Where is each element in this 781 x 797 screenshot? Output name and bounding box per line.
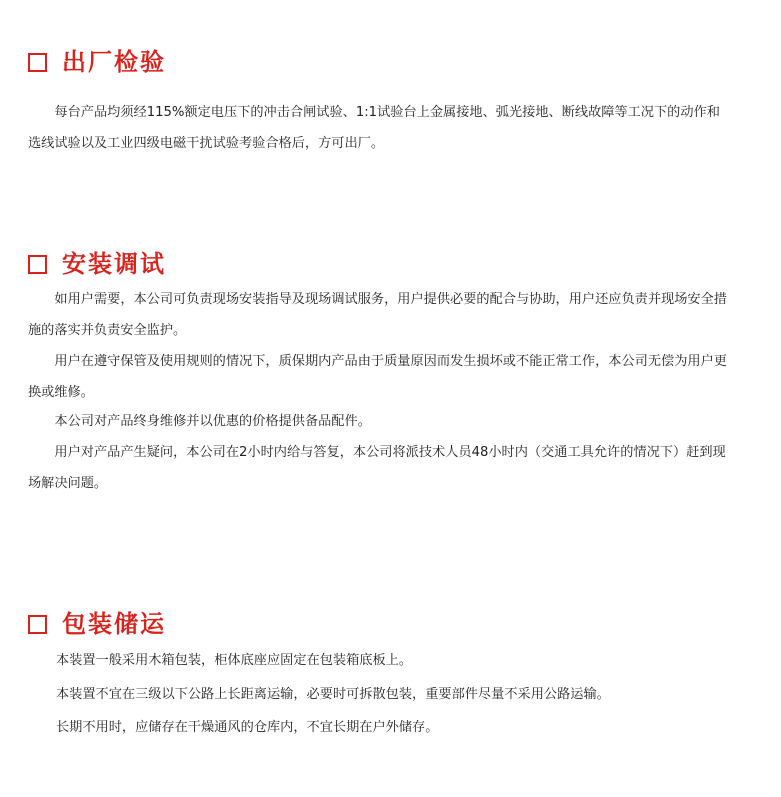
section-heading-inspection — [28, 48, 166, 76]
section-title: 出厂检验 — [62, 48, 166, 76]
paragraph: 用户对产品产生疑问，本公司在2小时内给与答复，本公司将派技术人员48小时内（交通工具允许的情况下）赶到现场解决问题。 — [28, 445, 726, 491]
checkbox-square-icon — [28, 53, 47, 72]
checkbox-square-icon — [28, 255, 47, 274]
paragraph: 用户在遵守保管及使用规则的情况下，质保期内产品由于质量原因而发生损坏或不能正常工作，本公司无偿为用户更换或维修。 — [28, 354, 727, 400]
section-title: 包装储运 — [62, 610, 166, 638]
paragraph: 如用户需要，本公司可负责现场安装指导及现场调试服务，用户提供必要的配合与协助，用户还应负责并现场安全措施的落实并负责安全监护。 — [28, 292, 727, 338]
paragraph: 每台产品均须经115%额定电压下的冲击合闸试验、1:1试验台上金属接地、弧光接地、断线故障等工况下的动作和选线试验以及工业四级电磁干扰试验考验合格后，方可出厂。 — [28, 105, 720, 151]
section-title: 安装调试 — [62, 250, 166, 278]
section-heading-packaging — [28, 610, 166, 638]
checkbox-square-icon — [28, 615, 47, 634]
paragraph: 本装置一般采用木箱包装，柜体底座应固定在包装箱底板上。 — [56, 653, 413, 668]
paragraph: 本装置不宜在三级以下公路上长距离运输，必要时可拆散包装，重要部件尽量不采用公路运输。 — [56, 687, 610, 702]
paragraph: 长期不用时，应储存在干燥通风的仓库内，不宜长期在户外储存。 — [56, 720, 439, 735]
section-heading-installation — [28, 250, 166, 278]
paragraph: 本公司对产品终身维修并以优惠的价格提供备品配件。 — [54, 414, 371, 429]
